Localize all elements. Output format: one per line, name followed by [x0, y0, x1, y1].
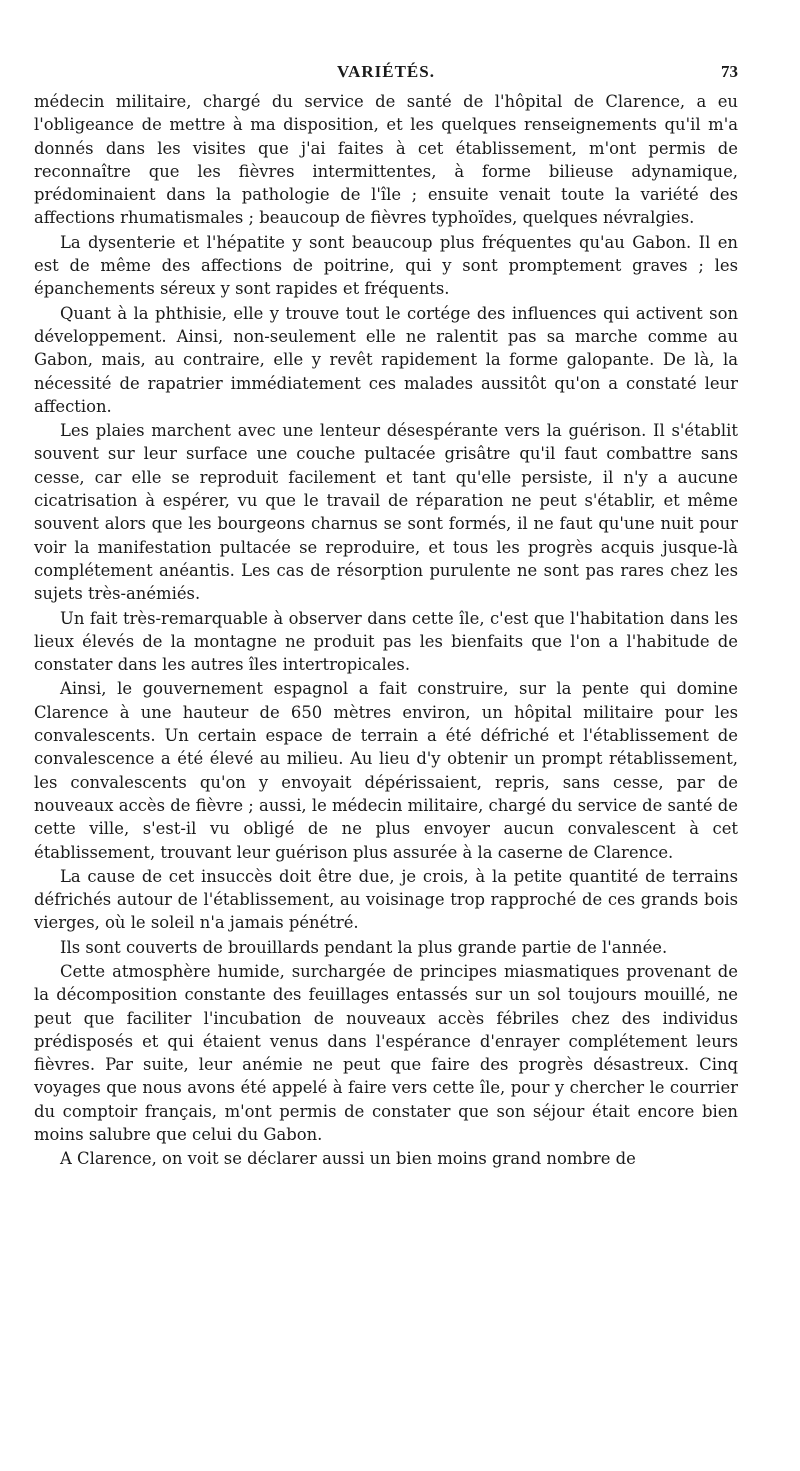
page-number: 73 [721, 62, 738, 81]
paragraph-cause: La cause de cet insuccès doit être due, je crois, à la petite quantité de terrains défrichés autour de l'établissement, au voisinage trop rapproché de ces grands bois vierges, où le soleil n'a jamais pénétré. [34, 866, 738, 933]
paragraph-continued: médecin militaire, chargé du service de santé de l'hôpital de Clarence, a eu l'obligeance de mettre à ma disposition, et les quelques renseignements qu'il m'a donnés dans les visites que j'ai faites à cet établissement, m'ont permis de reconnaître que les fièvres intermittentes, à forme bilieuse adynamique, prédominaient dans la pathologie de l'île ; ensuite venait toute la variété des affections rhumatismales ; beaucoup de fièvres typhoïdes, quelques névralgies. [34, 92, 738, 228]
running-head [34, 62, 738, 84]
running-title: VARIÉTÉS. [337, 62, 435, 81]
paragraph-dysentery: La dysenterie et l'hépatite y sont beaucoup plus fréquentes qu'au Gabon. Il en est de même des affections de poitrine, qui y sont promptement graves ; les épanchements séreux y sont rapides et fréquents. [34, 232, 738, 299]
paragraph-fog: Ils sont couverts de brouillards pendant la plus grande partie de l'année. [60, 937, 668, 957]
paragraph-highlands: Un fait très-remarquable à observer dans cette île, c'est que l'habitation dans les lieux élevés de la montagne ne produit pas les bienfaits que l'on a l'habitude de constater dans les autres îles intertropicales. [34, 608, 738, 675]
paragraph-clarence: A Clarence, on voit se déclarer aussi un bien moins grand nombre de [60, 1149, 636, 1169]
paragraph-phthisis: Quant à la phthisie, elle y trouve tout le cortége des influences qui activent son développement. Ainsi, non-seulement elle ne ralentit pas sa marche comme au Gabon, mais, au contraire, elle y revêt rapidement la forme galopante. De là, la nécessité de rapatrier immédiatement ces malades aussitôt qu'on a constaté leur affection. [34, 303, 738, 416]
paragraph-atmosphere: Cette atmosphère humide, surchargée de principes miasmatiques provenant de la décomposition constante des feuillages entassés sur un sol toujours mouillé, ne peut que faciliter l'incubation de nouveaux accès fébriles chez des individus prédisposés et qui étaient venus dans l'espérance d'enrayer complétement leurs fièvres. Par suite, leur anémie ne peut que faire des progrès désastreux. Cinq voyages que nous avons été appelé à faire vers cette île, pour y chercher le courrier du comptoir français, m'ont permis de constater que son séjour était encore bien moins salubre que celui du Gabon. [34, 961, 738, 1145]
paragraph-hospital: Ainsi, le gouvernement espagnol a fait construire, sur la pente qui domine Clarence à une hauteur de 650 mètres environ, un hôpital militaire pour les convalescents. Un certain espace de terrain a été défriché et l'établissement de convalescence a été élevé au milieu. Au lieu d'y obtenir un prompt rétablissement, les convalescents qu'on y envoyait dépérissaient, repris, sans cesse, par de nouveaux accès de fièvre ; aussi, le médecin militaire, chargé du service de santé de cette ville, s'est-il vu obligé de ne plus envoyer aucun convalescent à cet établissement, trouvant leur guérison plus assurée à la caserne de Clarence. [34, 679, 738, 862]
body-text [34, 90, 738, 1171]
paragraph-wounds: Les plaies marchent avec une lenteur désespérante vers la guérison. Il s'établit souvent sur leur surface une couche pultacée grisâtre qu'il faut combattre sans cesse, car elle se reproduit facilement et tant qu'elle persiste, il n'y a aucune cicatrisation à espérer, vu que le travail de réparation ne peut s'établir, et même souvent alors que les bourgeons charnus se sont formés, il ne faut qu'une nuit pour voir la manifestation pultacée se reproduire, et tous les progrès acquis jusque-là complétement anéantis. Les cas de résorption purulente ne sont pas rares chez les sujets très-anémiés. [34, 421, 738, 604]
